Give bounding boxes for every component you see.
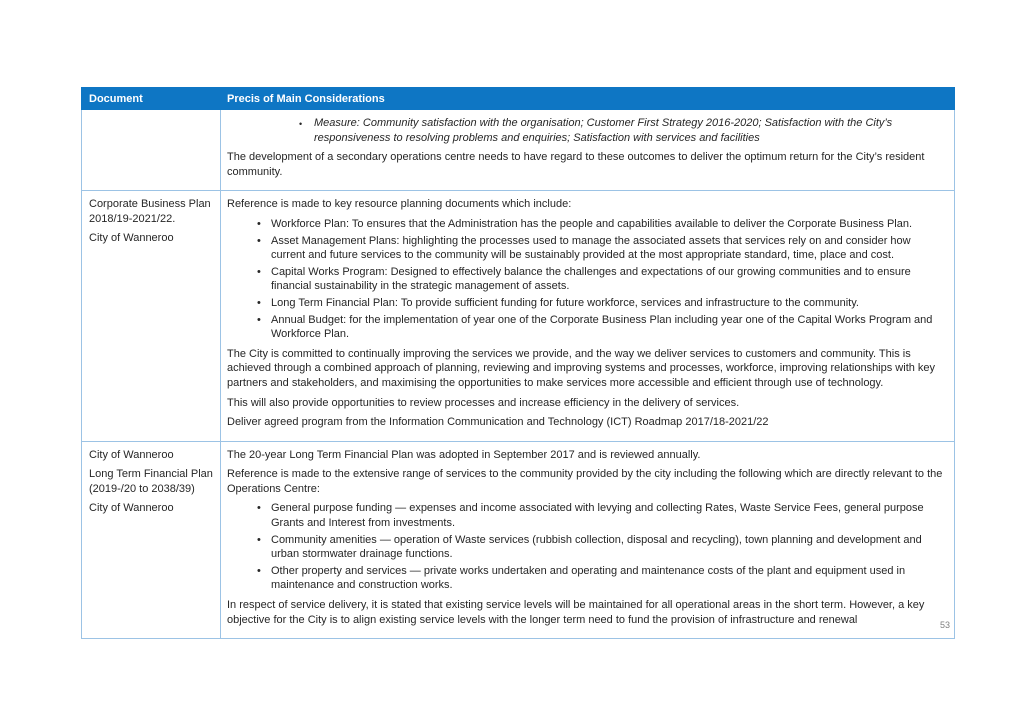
considerations-cell <box>221 442 954 639</box>
document-cell <box>82 110 221 190</box>
paragraph: Reference is made to the extensive range of services to the community provided by the city including the following which are directly relevant to the Operations Centre: <box>227 468 943 495</box>
document-cell <box>82 191 221 440</box>
document-title: City of Wanneroo <box>89 448 174 461</box>
document-title: City of Wanneroo <box>89 232 174 245</box>
document-title: Long Term Financial Plan (2019-/20 to 2038/39) <box>89 468 213 495</box>
bullet-item: • Workforce Plan: To ensures that the Administration has the people and capabilities available to deliver the Corporate Business Plan. <box>227 217 945 232</box>
document-cell <box>82 442 221 639</box>
paragraph: The development of a secondary operations centre needs to have regard to these outcomes to deliver the optimum return for the City’s resident community. <box>227 151 925 178</box>
considerations-cell <box>221 110 954 190</box>
paragraph: The 20-year Long Term Financial Plan was adopted in September 2017 and is reviewed annually. <box>227 448 701 461</box>
paragraph: In respect of service delivery, it is stated that existing service levels will be maintained for all operational areas in the short term. However, a key objective for the City is to align existing service levels with the longer term need to fund the provision of infrastructure and renewal <box>227 599 925 626</box>
considerations-table <box>81 87 955 639</box>
page-number: 53 <box>940 620 951 630</box>
bullet-item: • Asset Management Plans: highlighting the processes used to manage the associated assets that services rely on and consider how current and future services to the community will be sustainably provided at the most appropriate standard, time, place and cost. <box>227 234 945 263</box>
table-header-row <box>81 87 955 110</box>
paragraph: Deliver agreed program from the Information Communication and Technology (ICT) Roadmap 2017/18-2021/22 <box>227 416 769 429</box>
bullet-item: • Other property and services — private works undertaken and operating and maintenance costs of the plant and equipment used in maintenance and construction works. <box>227 564 945 593</box>
table-row <box>82 191 954 441</box>
bullet-item: • Annual Budget: for the implementation of year one of the Corporate Business Plan including year one of the Capital Works Program and Workforce Plan. <box>227 313 945 342</box>
table-body <box>81 110 955 639</box>
document-title: City of Wanneroo <box>89 502 174 515</box>
bullet-item: • Long Term Financial Plan: To provide sufficient funding for future workforce, services and infrastructure to the community. <box>227 296 945 311</box>
paragraph: Reference is made to key resource planning documents which include: <box>227 198 572 211</box>
bullet-item: • General purpose funding — expenses and income associated with levying and collecting Rates, Waste Service Fees, general purpose Grants and Interest from investments. <box>227 501 945 530</box>
header-cell-document: Document <box>89 92 143 105</box>
paragraph: The City is committed to continually improving the services we provide, and the way we deliver services to customers and community. This is achieved through a combined approach of planning, reviewing and improving systems and processes, workforce, improving relationships with key partners and stakeholders, and maximising the opportunities to make services more accessible and efficient through use of technology. <box>227 347 936 389</box>
paragraph: This will also provide opportunities to review processes and increase efficiency in the delivery of services. <box>227 396 740 409</box>
document-title: Corporate Business Plan 2018/19-2021/22. <box>89 198 211 225</box>
bullet-item: • Community amenities — operation of Waste services (rubbish collection, disposal and recycling), town planning and development and urban stormwater drainage functions. <box>227 533 945 562</box>
table-row <box>82 442 954 639</box>
header-cell-precis: Precis of Main Considerations <box>227 92 385 105</box>
bullet-item: • Measure: Community satisfaction with the organisation; Customer First Strategy 2016-2020; Satisfaction with the City’s responsiveness to resolving problems and enquiries; Satisfaction with services and facilities <box>227 116 945 145</box>
bullet-item: • Capital Works Program: Designed to effectively balance the challenges and expectations of our growing communities and to ensure financial sustainability in the strategic management of assets. <box>227 265 945 294</box>
table-row <box>82 110 954 191</box>
considerations-cell <box>221 191 954 440</box>
